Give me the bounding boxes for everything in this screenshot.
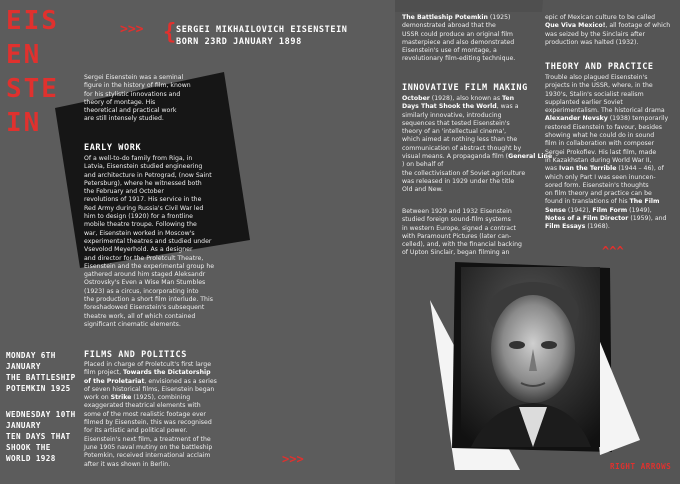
text-line: Vsevolod Meyerhold. As a designer (84, 246, 193, 254)
text-line: some of the most realistic footage ever (84, 410, 206, 418)
text-line: was released in 1929 under the title (402, 177, 515, 185)
text-line: mobile theatre troupe. Following the (84, 221, 197, 229)
text-run: (1959), and (628, 215, 667, 223)
text-run: (1944 – 46), of (616, 165, 664, 173)
text-run: (1925), combining (131, 394, 191, 402)
text-line: of Upton Sinclair, began filming an (402, 249, 510, 257)
text-line: was seized by the Sinclairs after (545, 30, 645, 38)
text-line: revolutionary film-editing technique. (402, 55, 516, 63)
text-line (402, 14, 515, 22)
date-line: SHOOK THE (6, 443, 51, 452)
text-line: him to design (1920) for a frontline (84, 213, 193, 221)
text-line: sored form. Eisenstein's thoughts (545, 181, 649, 189)
header-born: BORN 23RD JANUARY 1898 (176, 37, 302, 47)
text-line (545, 207, 668, 215)
text-line (84, 378, 217, 386)
text-line (545, 115, 668, 123)
film-title: Alexander Nevsky (545, 115, 608, 123)
date-line: JANUARY (6, 362, 41, 371)
text-line: Latvia, Eisenstein studied engineering (84, 163, 203, 171)
text-run: was (545, 165, 560, 173)
text-line: after it was shown in Berlin. (84, 460, 171, 468)
text-line: Ostrovsky's Even a Wise Man Stumbles (84, 279, 206, 287)
big-letters (6, 4, 59, 140)
text-line: are still intensely studied. (84, 115, 164, 123)
date-line: WORLD 1928 (6, 454, 56, 463)
text-line: theoretical and practical work (84, 107, 177, 115)
text-line (545, 223, 668, 231)
text-line: showing what he could do in sound (545, 132, 655, 140)
innovative-body (402, 95, 552, 195)
film-title: Notes of a Film Director (545, 215, 629, 223)
big-letter-line: IN (6, 108, 42, 138)
film-title: of the Proletariat (84, 377, 145, 385)
portrait-photo (461, 267, 600, 447)
text-line (545, 22, 670, 30)
text-line (545, 198, 668, 206)
text-line (402, 153, 552, 161)
text-line: Old and New. (402, 186, 443, 194)
date-line: TEN DAYS THAT (6, 432, 71, 441)
text-line (545, 215, 668, 223)
text-line (545, 165, 668, 173)
theory-body (545, 74, 668, 232)
text-line: on film theory and practice can be (545, 190, 652, 198)
film-title: Strike (110, 394, 132, 402)
text-line: Trouble also plagued Eisenstein's (545, 74, 648, 81)
screening-date-2 (6, 409, 76, 464)
text-line: Placed in charge of Proletcult's first large (84, 361, 211, 368)
text-run: (1928), also known as (429, 95, 503, 102)
text-line: with Paramount Pictures (later can- (402, 232, 512, 240)
text-line: June 1905 naval mutiny on the battleship (84, 443, 213, 451)
text-line: and architecture in Petrograd, (now Saint (84, 171, 212, 179)
date-line: WEDNESDAY 10TH (6, 410, 76, 419)
big-letter-line: EIS (6, 6, 59, 36)
date-line: THE BATTLESHIP (6, 373, 76, 382)
text-line: film in collaboration with composer (545, 140, 655, 148)
film-title: General Line (508, 153, 553, 161)
text-line: exaggerated theatrical elements with (84, 402, 201, 410)
text-line: revolutions of 1917. His service in the (84, 196, 202, 204)
text-line: Sergei Eisenstein was a seminal (84, 74, 184, 81)
film-title: October (402, 95, 430, 102)
date-line: JANUARY (6, 421, 41, 430)
film-title: Ivan the Terrible (559, 165, 617, 173)
text-line: the collectivisation of Soviet agriculture (402, 169, 526, 177)
film-title: The Battleship Potemkin (402, 14, 488, 21)
text-run: found in translations of his (545, 198, 630, 206)
films-body (84, 361, 217, 469)
text-line: for his stylistic innovations and (84, 90, 181, 98)
col4-top (545, 14, 670, 47)
text-run: , all footage of which (605, 22, 671, 30)
intro-paragraph (84, 74, 191, 124)
innovative-heading: INNOVATIVE FILM MAKING (402, 83, 528, 93)
text-line: Petersburg), where he witnessed both (84, 179, 202, 187)
text-line: figure in the history of film, known (84, 82, 191, 90)
early-work-body (84, 155, 214, 329)
date-line: POTEMKIN 1925 (6, 384, 71, 393)
text-run: (1968). (585, 223, 610, 231)
text-line: of seven historical films, Eisenstein began (84, 385, 215, 393)
text-run: (1942), (565, 206, 593, 214)
text-run: (1949), (627, 206, 652, 214)
text-line: Eisenstein and the experimental group he (84, 262, 215, 270)
chevrons-top: >>> (120, 22, 144, 37)
text-line: theatre work, all of which contained (84, 312, 196, 320)
film-title: Days That Shook the World (402, 103, 497, 111)
theory-heading: THEORY AND PRACTICE (545, 62, 654, 72)
text-line: Eisenstein's next film, a treatment of the (84, 435, 211, 443)
text-line: gathered around him staged Aleksandr (84, 271, 206, 279)
text-line: war, Eisenstein worked in Moscow's (84, 229, 195, 237)
carets-right: ^^^ (602, 244, 624, 258)
text-line: similarly innovative, introducing (402, 111, 502, 119)
text-line: masterpiece and also demonstrated (402, 38, 515, 46)
text-run: film project, (84, 369, 124, 377)
text-line: theory of montage. His (84, 98, 156, 106)
text-line: for its artistic and political power. (84, 427, 188, 435)
text-line: (1923) as a circus, incorporating into (84, 287, 199, 295)
film-title: The Film (629, 198, 660, 206)
text-run: , was a (496, 103, 519, 111)
date-line: MONDAY 6TH (6, 351, 56, 360)
text-run: (1925) (487, 14, 511, 21)
text-line: 1930's, Stalin's socialist realism (545, 90, 644, 98)
text-line: the production a short film interlude. This (84, 296, 213, 304)
text-run: work on (84, 394, 111, 402)
text-line: Between 1929 and 1932 Eisenstein (402, 208, 512, 215)
film-title: Film Form (592, 206, 628, 214)
text-line: experimental theatres and studied under (84, 237, 212, 245)
text-line: production was halted (1932). (545, 38, 639, 46)
text-line: projects in the USSR, where, in the (545, 82, 653, 90)
film-title: Sense (545, 206, 566, 214)
right-arrows-label: RIGHT ARROWS (610, 462, 672, 471)
text-line: Red Army during Russia's Civil War led (84, 204, 204, 212)
portrait-drawing (461, 267, 600, 447)
film-title: Que Viva Mexico! (545, 22, 606, 30)
text-run: (1938) temporarily (607, 115, 669, 123)
text-line: restored Eisenstein to favour, besides (545, 123, 663, 131)
col3-para2 (402, 208, 522, 258)
text-line: filmed by Eisenstein, this was recognised (84, 419, 212, 427)
text-line: epic of Mexican culture to be called (545, 14, 656, 21)
text-line: foreshadowed Eisenstein's subsequent (84, 304, 205, 312)
text-line: celled), and, with the financial backing (402, 241, 522, 249)
screening-date-1 (6, 350, 76, 394)
films-heading: FILMS AND POLITICS (84, 350, 187, 360)
big-letter-line: EN (6, 40, 42, 70)
col3-top (402, 14, 515, 64)
text-line: Of a well-to-do family from Riga, in (84, 155, 193, 162)
text-run: , envisioned as a series (144, 377, 217, 385)
early-work-heading: EARLY WORK (84, 143, 142, 153)
text-line: USSR could produce an original film (402, 30, 513, 38)
black-slab-right-top (395, 0, 543, 12)
text-line: which only Part I was seen inuncen- (545, 173, 656, 181)
text-line: experimentalism. The historical drama (545, 107, 665, 115)
text-run: visual means. A propaganda film ( (402, 153, 509, 161)
text-line: significant cinematic elements. (84, 320, 181, 328)
text-line (84, 394, 217, 402)
film-title: Ten (502, 95, 515, 102)
text-line: Potemkin, received international acclaim (84, 452, 211, 460)
chevrons-bottom: >>> (282, 452, 304, 466)
text-line: ) on behalf of (402, 161, 444, 169)
film-title: Film Essays (545, 223, 586, 231)
text-line: Sergei Prokofiev. His last film, made (545, 148, 657, 156)
text-line (84, 369, 217, 377)
text-line: the February and October (84, 188, 164, 196)
film-title: Towards the Dictatorship (123, 369, 211, 377)
text-line: studied foreign sound-film systems (402, 216, 511, 224)
text-line: and director for the Proletcult Theatre, (84, 254, 204, 262)
text-line: in Kazakhstan during World War II, (545, 156, 652, 164)
text-line: in western Europe, signed a contract (402, 224, 516, 232)
text-line: sequences that tested Eisenstein's (402, 119, 510, 127)
red-bracket: { (163, 20, 177, 45)
text-line: supplanted earlier Soviet (545, 98, 623, 106)
text-line: communication of abstract thought by (402, 144, 522, 152)
header-name: SERGEI MIKHAILOVICH EISENSTEIN (176, 25, 348, 35)
text-line: theory of an 'intellectual cinema', (402, 128, 507, 136)
big-letter-line: STE (6, 74, 59, 104)
text-line (402, 95, 552, 103)
text-line (402, 103, 552, 111)
text-line: which aimed at nothing less than the (402, 136, 518, 144)
text-line: Eisenstein's use of montage, a (402, 47, 497, 55)
text-line: demonstrated abroad that the (402, 22, 496, 30)
